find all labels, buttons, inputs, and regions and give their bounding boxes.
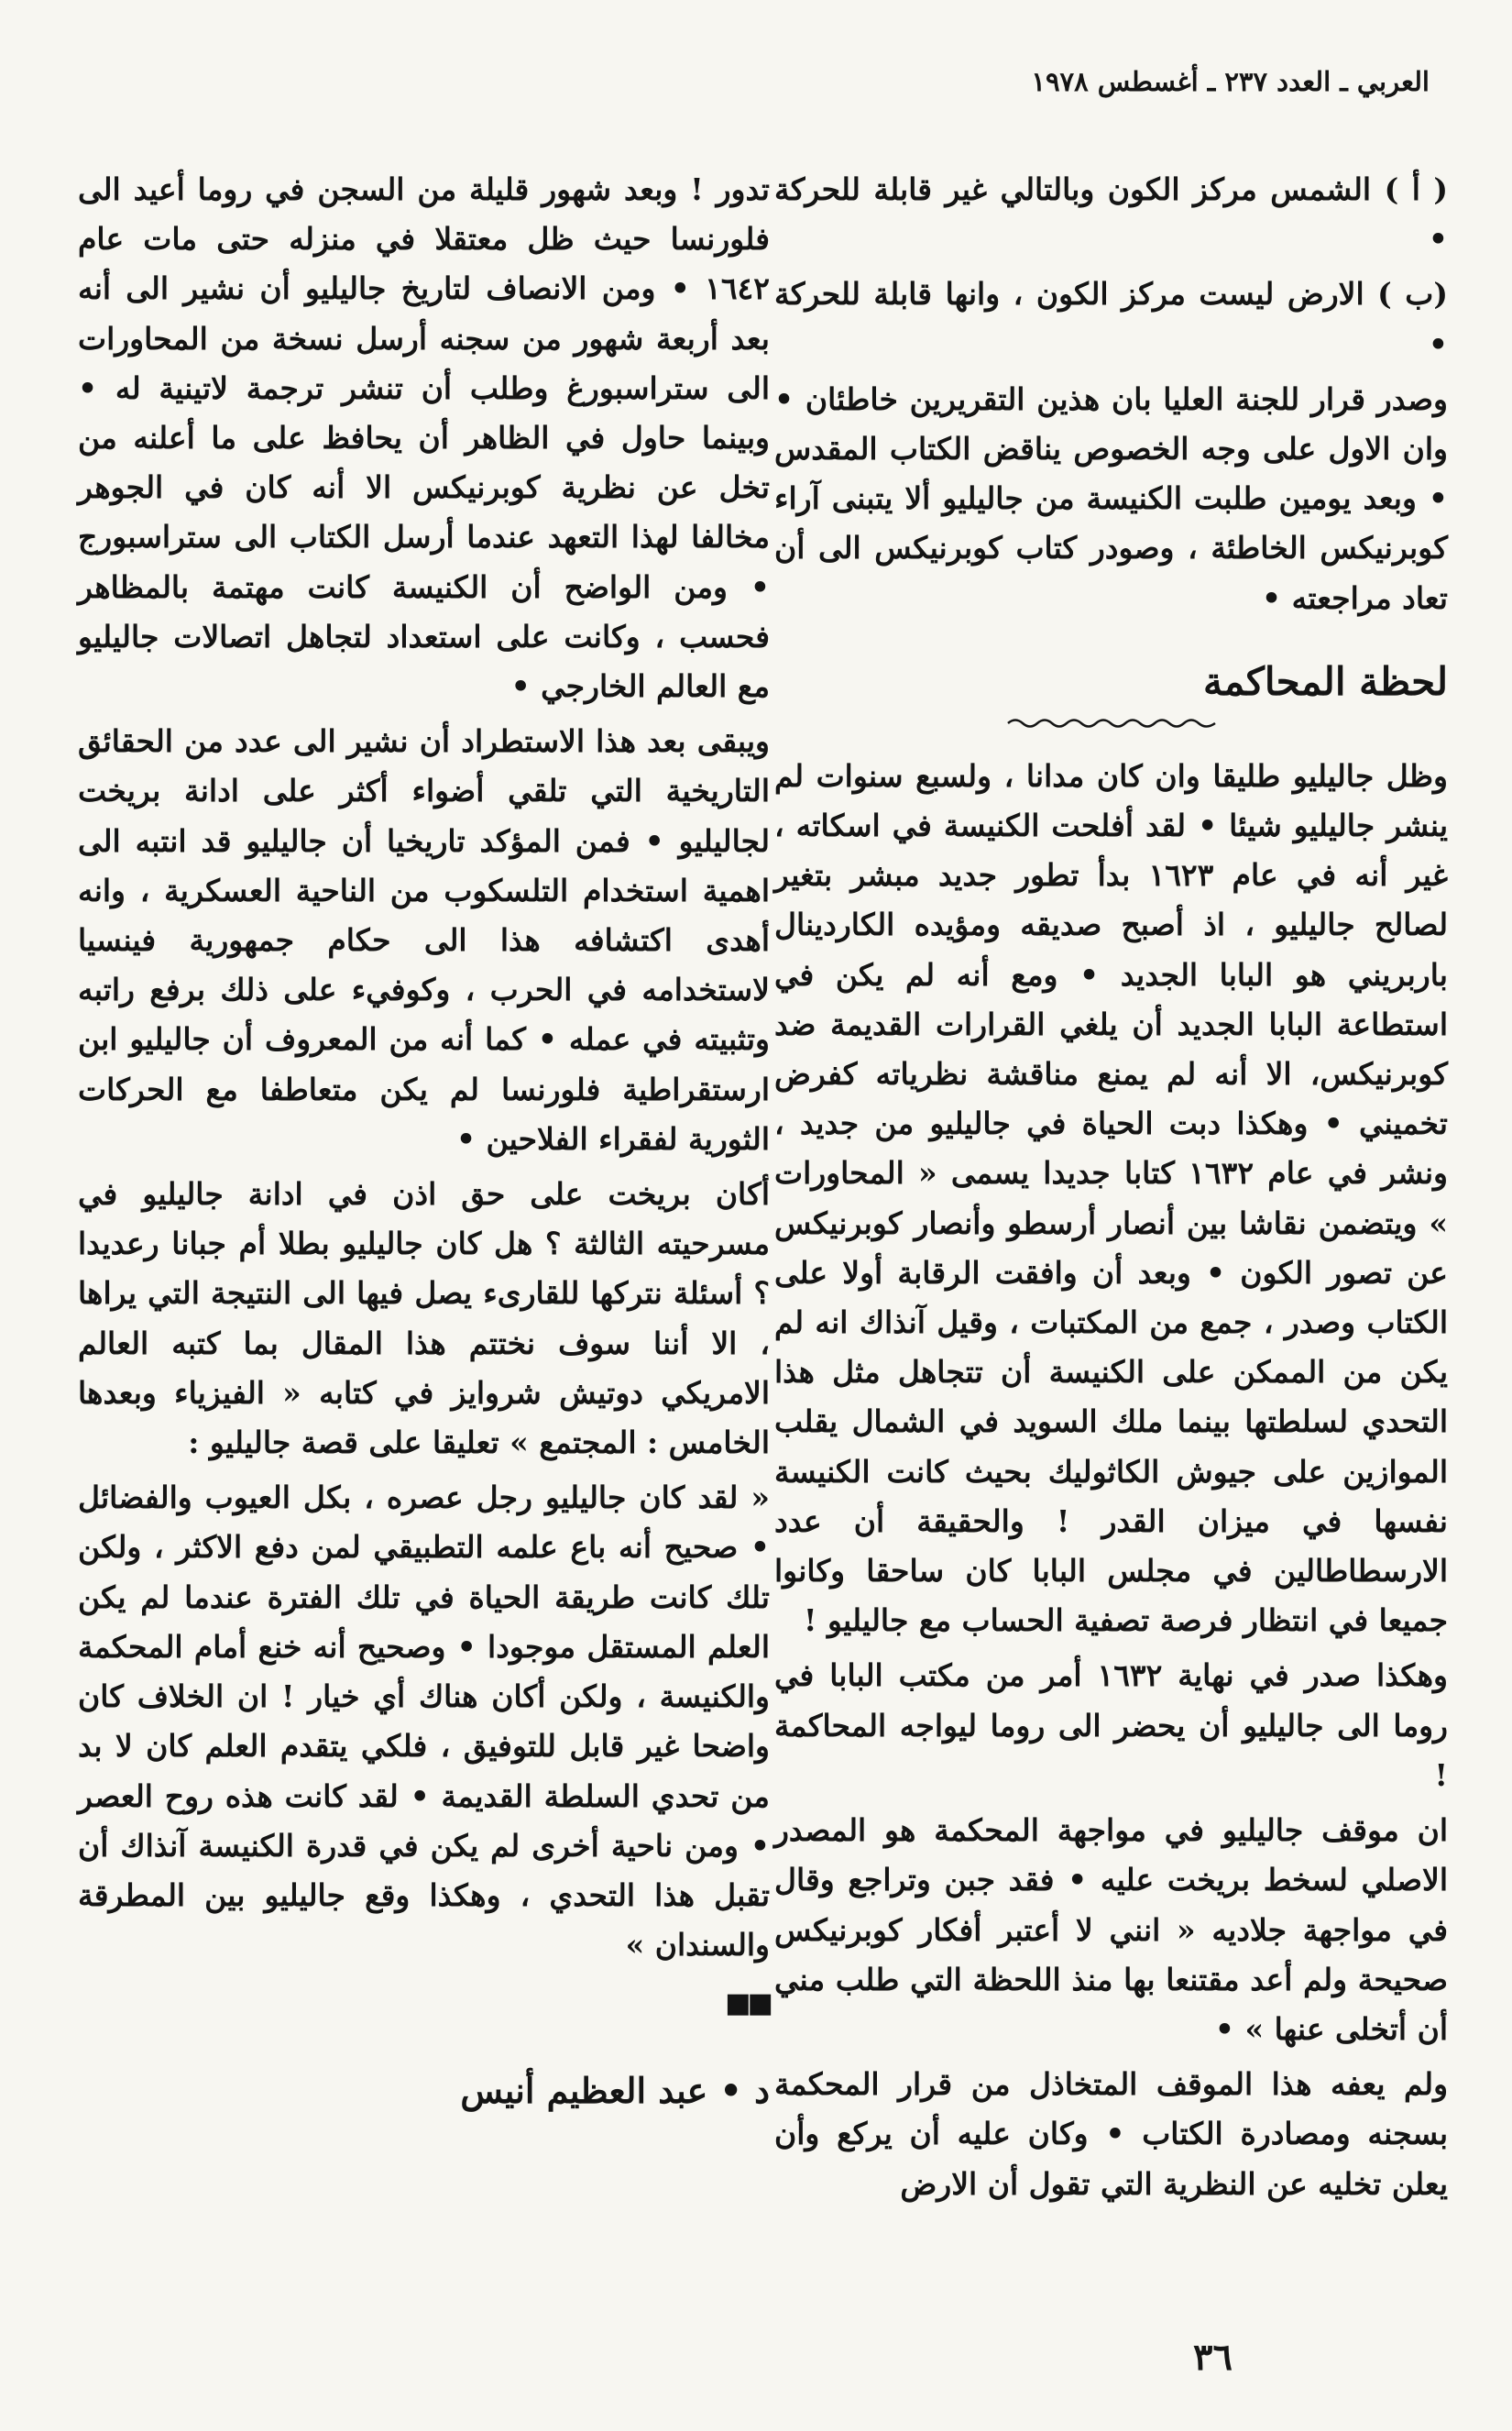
- paragraph: (ب ) الارض ليست مركز الكون ، وانها قابلة للحركة •: [774, 276, 1448, 362]
- author-signature: د • عبد العظيم أنيس: [460, 2069, 770, 2111]
- left-column: [78, 165, 770, 2116]
- paragraph: ولم يعفه هذا الموقف المتخاذل من قرار المحكمة بسجنه ومصادرة الكتاب • وكان عليه أن يركع وأن يعلن تخليه عن النظرية التي تقول أن الارض: [774, 2066, 1448, 2202]
- section-title: لحظة المحاكمة: [1203, 658, 1448, 704]
- running-head: العربي ـ العدد ٢٣٧ ـ أغسطس ١٩٧٨: [1031, 66, 1430, 97]
- page-number: ٣٦: [1193, 2336, 1233, 2379]
- paragraph: ويبقى بعد هذا الاستطراد أن نشير الى عدد من الحقائق التاريخية التي تلقي أضواء أكثر على ادانة بريخت لجاليليو • فمن المؤكد تاريخيا أن جاليليو قد انتبه الى اهمية استخدام التلسكوب من الناحية العسكرية ، وانه أهدى اكتشافه هذا الى حكام جمهورية فينسيا لاستخدامه في الحرب ، وكوفيء على ذلك برفع راتبه وتثبيته في عمله • كما أنه من المعروف أن جاليليو ابن ارستقراطية فلورنسا لم يكن متعاطفا مع الحركات الثورية لفقراء الفلاحين •: [78, 723, 770, 1157]
- paragraph: ان موقف جاليليو في مواجهة المحكمة هو المصدر الاصلي لسخط بريخت عليه • فقد جبن وتراجع وقال في مواجهة جلاديه « انني لا أعتبر أفكار كوبرنيكس صحيحة ولم أعد مقتنعا بها منذ اللحظة التي طلب مني أن أتخلى عنها » •: [774, 1812, 1448, 2047]
- wavy-underline-ornament: [1006, 715, 1217, 732]
- paragraph: ( أ ) الشمس مركز الكون وبالتالي غير قابلة للحركة •: [774, 171, 1448, 258]
- end-of-article-mark: ■■: [725, 1987, 770, 2020]
- paragraph: تدور ! وبعد شهور قليلة من السجن في روما أعيد الى فلورنسا حيث ظل معتقلا في منزله حتى مات عام ١٦٤٢ • ومن الانصاف لتاريخ جاليليو أن نشير الى أنه بعد أربعة شهور من سجنه أرسل نسخة من المحاورات الى ستراسبورغ وطلب أن تنشر ترجمة لاتينية له • وبينما حاول في الظاهر أن يحافظ على ما أعلنه من تخل عن نظرية كوبرنيكس الا أنه كان في الجوهر مخالفا لهذا التعهد عندما أرسل الكتاب الى ستراسبورج • ومن الواضح أن الكنيسة كانت مهتمة بالمظاهر فحسب ، وكانت على استعداد لتجاهل اتصالات جاليليو مع العالم الخارجي •: [78, 171, 770, 705]
- right-column: [774, 165, 1448, 2215]
- paragraph: أكان بريخت على حق اذن في ادانة جاليليو في مسرحيته الثالثة ؟ هل كان جاليليو بطلا أم جبانا رعديدا ؟ أسئلة نتركها للقارىء يصل فيها الى النتيجة التي يراها ، الا أننا سوف نختتم هذا المقال بما كتبه العالم الامريكي دوتيش شروايز في كتابه « الفيزياء وبعدها الخامس : المجتمع » تعليقا على قصة جاليليو :: [78, 1176, 770, 1461]
- quote-paragraph: « لقد كان جاليليو رجل عصره ، بكل العيوب والفضائل • صحيح أنه باع علمه التطبيقي لمن دفع الاكثر ، ولكن تلك كانت طريقة الحياة في تلك الفترة عندما لم يكن العلم المستقل موجودا • وصحيح أنه خنع أمام المحكمة والكنيسة ، ولكن أكان هناك أي خيار ! ان الخلاف كان واضحا غير قابل للتوفيق ، فلكي يتقدم العلم كان لا بد من تحدي السلطة القديمة • لقد كانت هذه روح العصر • ومن ناحية أخرى لم يكن في قدرة الكنيسة آنذاك أن تقبل هذا التحدي ، وهكذا وقع جاليليو بين المطرقة والسندان »: [78, 1480, 770, 1964]
- paragraph: وظل جاليليو طليقا وان كان مدانا ، ولسبع سنوات لم ينشر جاليليو شيئا • لقد أفلحت الكنيسة في اسكاته ، غير أنه في عام ١٦٢٣ بدأ تطور جديد مبشر بتغير لصالح جاليليو ، اذ أصبح صديقه ومؤيده الكاردينال باربريني هو البابا الجديد • ومع أنه لم يكن في استطاعة البابا الجديد أن يلغي القرارات القديمة ضد كوبرنيكس، الا أنه لم يمنع مناقشة نظرياته كفرض تخميني • وهكذا دبت الحياة في جاليليو من جديد ، ونشر في عام ١٦٣٢ كتابا جديدا يسمى « المحاورات » ويتضمن نقاشا بين أنصار أرسطو وأنصار كوبرنيكس عن تصور الكون • وبعد أن وافقت الرقابة أولا على الكتاب وصدر ، جمع من المكتبات ، وقيل آنذاك انه لم يكن من الممكن على الكنيسة أن تتجاهل مثل هذا التحدي لسلطتها بينما ملك السويد في الشمال يقلب الموازين على جيوش الكاثوليك بحيث كانت الكنيسة نفسها في ميزان القدر ! والحقيقة أن عدد الارسطاطالين في مجلس البابا كان ساحقا وكانوا جميعا في انتظار فرصة تصفية الحساب مع جاليليو !: [774, 757, 1448, 1639]
- paragraph: وهكذا صدر في نهاية ١٦٣٢ أمر من مكتب البابا في روما الى جاليليو أن يحضر الى روما ليواجه المحاكمة !: [774, 1657, 1448, 1793]
- paragraph: وصدر قرار للجنة العليا بان هذين التقريرين خاطئان • وان الاول على وجه الخصوص يناقض الكتاب المقدس • وبعد يومين طلبت الكنيسة من جاليليو ألا يتبنى آراء كوبرنيكس الخاطئة ، وصودر كتاب كوبرنيكس الى أن تعاد مراجعته •: [774, 380, 1448, 616]
